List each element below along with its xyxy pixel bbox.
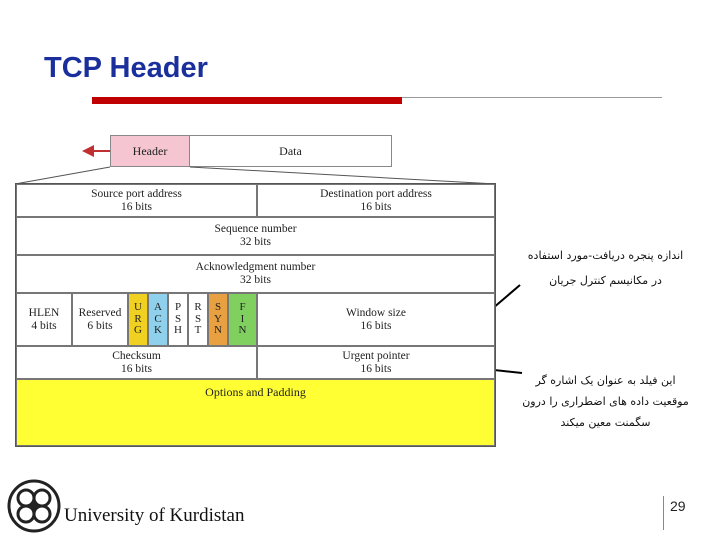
- flag-rst-letter: R: [194, 301, 202, 314]
- checksum-field: [16, 346, 257, 379]
- ack-number-size: 32 bits: [240, 274, 271, 286]
- window-size-size: 16 bits: [360, 319, 392, 332]
- urgent-pointer-annotation: [498, 370, 713, 433]
- flag-urg-letter: G: [134, 324, 142, 337]
- window-size-field: [257, 293, 495, 346]
- flag-ack-letter: K: [154, 324, 162, 337]
- footer-divider: [663, 496, 664, 530]
- urgent-note-line: سگمنت معین میکند: [560, 416, 651, 429]
- dest-port-size: 16 bits: [360, 200, 392, 213]
- flag-syn: [208, 293, 228, 346]
- options-padding-field: [16, 379, 495, 446]
- header-arrow-head: [82, 145, 94, 157]
- sequence-number-name: Sequence number: [214, 223, 297, 235]
- urgent-pointer-field: [257, 346, 495, 379]
- checksum-size: 16 bits: [121, 362, 152, 375]
- flag-ack-letter: A: [154, 301, 162, 314]
- flag-fin-letter: F: [239, 301, 246, 314]
- hlen-field: [16, 293, 72, 346]
- urgent-pointer-size: 16 bits: [360, 362, 392, 375]
- checksum-name: Checksum: [112, 349, 161, 362]
- page-number: 29: [670, 498, 686, 514]
- dest-port-name: Destination port address: [320, 187, 432, 200]
- window-note-line: اندازه پنجره دریافت-مورد استفاده: [527, 249, 684, 262]
- flag-rst-letter: T: [194, 324, 202, 337]
- flag-psh-letter: P: [174, 301, 182, 314]
- sequence-number-field: [16, 217, 495, 255]
- tcp-header-diagram: [15, 183, 496, 447]
- urgent-note-line: موقعیت داده های اضطراری را درون: [522, 395, 689, 408]
- options-padding-name: Options and Padding: [205, 385, 306, 399]
- flag-ack-letter: C: [154, 312, 162, 325]
- window-note-line: در مکانیسم کنترل جریان: [549, 274, 662, 287]
- source-port-field: [16, 184, 257, 217]
- reserved-size: 6 bits: [87, 319, 113, 332]
- flag-psh: [168, 293, 188, 346]
- flag-fin-letter: N: [238, 324, 247, 337]
- flag-fin-letter: I: [240, 312, 245, 325]
- packet-data-label: Data: [279, 143, 302, 158]
- university-name: University of Kurdistan: [64, 505, 245, 526]
- flag-psh-letter: S: [174, 312, 182, 325]
- flag-ack: [148, 293, 168, 346]
- flag-psh-letter: H: [174, 324, 182, 337]
- window-size-name: Window size: [346, 306, 406, 319]
- slide-title: TCP Header: [44, 52, 208, 84]
- dest-port-field: [257, 184, 495, 217]
- flag-urg-letter: R: [134, 312, 142, 325]
- ack-number-field: [16, 255, 495, 293]
- source-port-name: Source port address: [91, 187, 182, 200]
- packet-header-label: Header: [132, 143, 168, 158]
- sequence-number-size: 32 bits: [240, 236, 271, 248]
- urgent-note-line: این فیلد به عنوان یک اشاره گر: [535, 374, 676, 387]
- university-logo-icon: [6, 478, 62, 534]
- flag-syn-letter: Y: [214, 312, 222, 325]
- expand-line-left: [15, 167, 110, 184]
- expand-line-right: [190, 167, 496, 184]
- flag-urg-letter: U: [134, 301, 142, 314]
- hlen-name: HLEN: [28, 306, 60, 319]
- ack-number-name: Acknowledgment number: [195, 261, 316, 273]
- flag-syn-letter: S: [214, 301, 222, 314]
- flag-fin: [228, 293, 257, 346]
- source-port-size: 16 bits: [121, 200, 152, 213]
- urgent-pointer-name: Urgent pointer: [342, 349, 410, 362]
- flag-rst-letter: S: [194, 312, 202, 325]
- reserved-field: [72, 293, 128, 346]
- flag-rst: [188, 293, 208, 346]
- flag-syn-letter: N: [214, 324, 222, 337]
- flag-urg: [128, 293, 148, 346]
- hlen-size: 4 bits: [31, 319, 57, 332]
- reserved-name: Reserved: [78, 306, 122, 319]
- window-size-annotation: [498, 243, 713, 293]
